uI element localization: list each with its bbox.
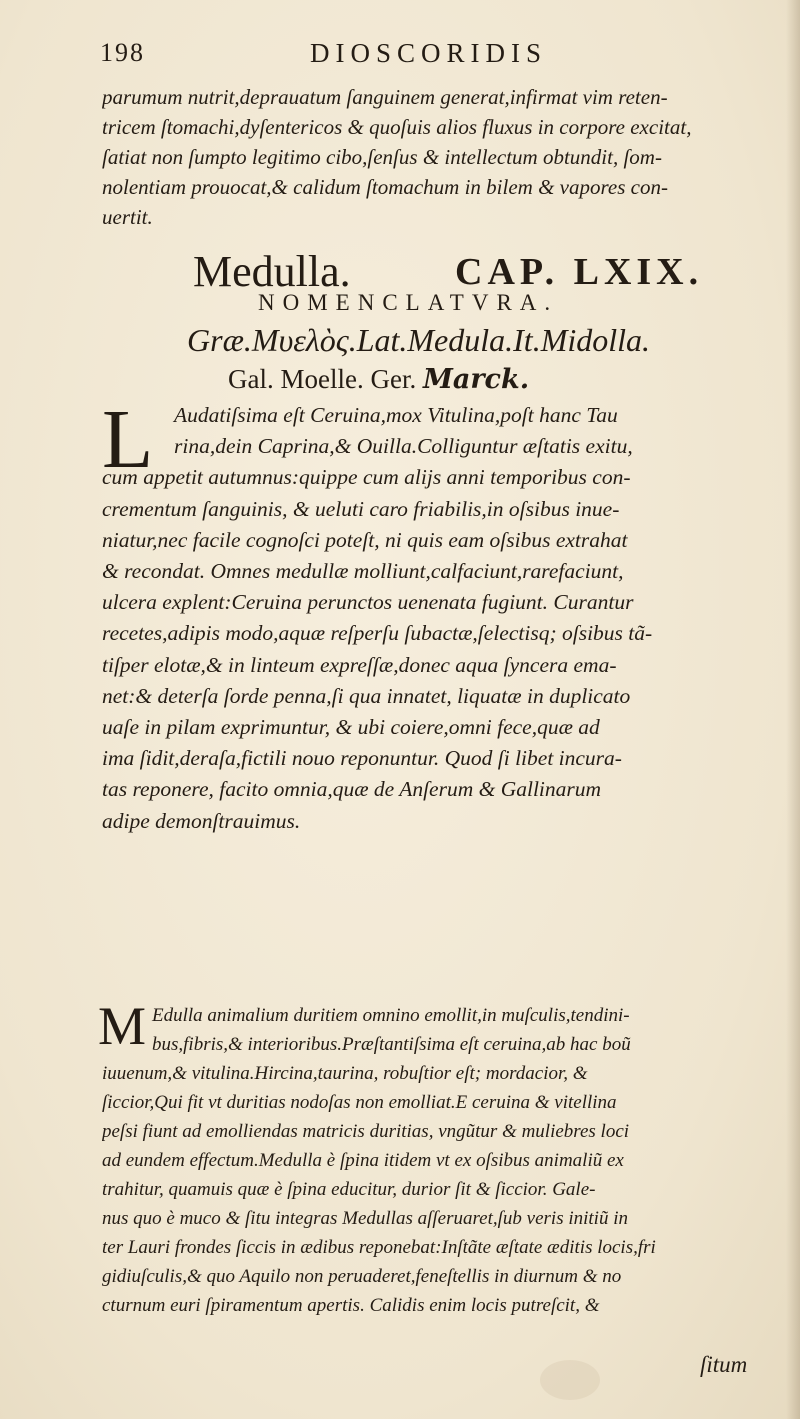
- text-line: tiſper elotæ,& in linteum expreſſæ,donec aqua ſyncera ema-: [102, 652, 617, 677]
- text-line: net:& deterſa ſorde penna,ſi qua innatet, liquatæ in duplicato: [102, 683, 631, 708]
- paper-stain: [540, 1360, 600, 1400]
- text-line: parumum nutrit,deprauatum ſanguinem generat,infirmat vim reten-: [102, 85, 668, 109]
- text-line: ima ſidit,deraſa,fictili nouo reponuntur. Quod ſi libet incura-: [102, 746, 622, 771]
- text-line: uertit.: [102, 205, 153, 229]
- drop-cap-l: L: [102, 393, 154, 486]
- text-line: trahitur, quamuis quæ è ſpina educitur, durior ſit & ſiccior. Gale-: [102, 1179, 596, 1200]
- chapter-title: Medulla.: [193, 247, 351, 296]
- running-title: DIOSCORIDIS: [310, 38, 548, 68]
- text-line: tas reponere, facito omnia,quæ de Anſerum & Gallinarum: [102, 777, 602, 802]
- main-paragraph: [102, 393, 792, 837]
- text-line: iuuenum,& vitulina.Hircina,taurina, robuſtior eſt; mordacior, &: [102, 1063, 588, 1084]
- text-line: peſsi fiunt ad emolliendas matricis duritias, vngũtur & muliebres loci: [102, 1121, 630, 1142]
- text-line: tricem ſtomachi,dyſentericos & quoſuis alios fluxus in corpore excitat,: [102, 115, 692, 139]
- text-line: niatur,nec facile cognoſci poteſt, ni quis eam oſsibus extrahat: [102, 527, 628, 552]
- german-word: Marck.: [422, 364, 530, 395]
- text-line: nolentiam prouocat,& calidum ſtomachum in bilem & vapores con-: [102, 175, 668, 199]
- catchword: ſitum: [700, 1352, 748, 1377]
- names-gallic-german: [228, 364, 529, 395]
- text-line: ſiccior,Qui fit vt duritias nodoſas non emolliat.E ceruina & vitellina: [102, 1092, 617, 1113]
- text-line: recetes,adipis modo,aquæ reſperſu ſubactæ,ſelectisq; oſsibus tã-: [102, 621, 653, 646]
- text-line: uaſe in pilam exprimuntur, & ubi coiere,omni fece,quæ ad: [102, 715, 600, 740]
- text-line: ter Lauri frondes ſiccis in ædibus reponebat:Inſtãte æſtate æditis locis,fri: [102, 1237, 656, 1258]
- continued-paragraph: [102, 82, 792, 232]
- text-line: rina,dein Caprina,& Ouilla.Colliguntur æſtatis exitu,: [174, 434, 633, 459]
- text-line: nus quo è muco & ſitu integras Medullas aſſeruaret,ſub veris initiũ in: [102, 1208, 628, 1229]
- page-header: [100, 38, 720, 74]
- drop-cap-m: M: [98, 996, 147, 1056]
- text-line: ulcera explent:Ceruina perunctos uenenata fugiunt. Curantur: [102, 590, 634, 615]
- text-line: Audatiſsima eſt Ceruina,mox Vitulina,poſt hanc Tau: [174, 403, 618, 427]
- text-line: cturnum euri ſpiramentum apertis. Calidis enim locis putreſcit, &: [102, 1295, 600, 1316]
- text-line: cum appetit autumnus:quippe cum alijs anni temporibus con-: [102, 465, 631, 490]
- chapter-number: CAP. LXIX.: [455, 251, 704, 293]
- text-line: adipe demonſtrauimus.: [102, 808, 301, 833]
- text-line: ad eundem effectum.Medulla è ſpina itidem vt ex oſsibus animaliũ ex: [102, 1150, 624, 1171]
- text-line: & recondat. Omnes medullæ molliunt,calfaciunt,rarefaciunt,: [102, 559, 624, 584]
- text-line: Edulla animalium duritiem omnino emollit,in muſculis,tendini-: [152, 1005, 630, 1026]
- text-line: bus,fibris,& interioribus.Præſtantiſsima eſt ceruina,ab hac boũ: [152, 1034, 631, 1055]
- names-greek-latin-italian: Græ.Μυελὸς.Lat.Medula.It.Midolla.: [187, 322, 651, 358]
- text-line: crementum ſanguinis, & ueluti caro friabilis,in oſsibus inue-: [102, 496, 620, 521]
- gal-ger-prefix: Gal. Moelle. Ger.: [228, 364, 423, 394]
- folio-number: 198: [100, 38, 145, 67]
- commentary-paragraph: [102, 1001, 792, 1320]
- text-line: ſatiat non ſumpto legitimo cibo,ſenſus & intellectum obtundit, ſom-: [102, 145, 662, 169]
- nomenclatura-heading: NOMENCLATVRA.: [258, 290, 559, 315]
- text-line: gidiuſculis,& quo Aquilo non peruaderet,feneſtellis in diurnum & no: [102, 1266, 622, 1287]
